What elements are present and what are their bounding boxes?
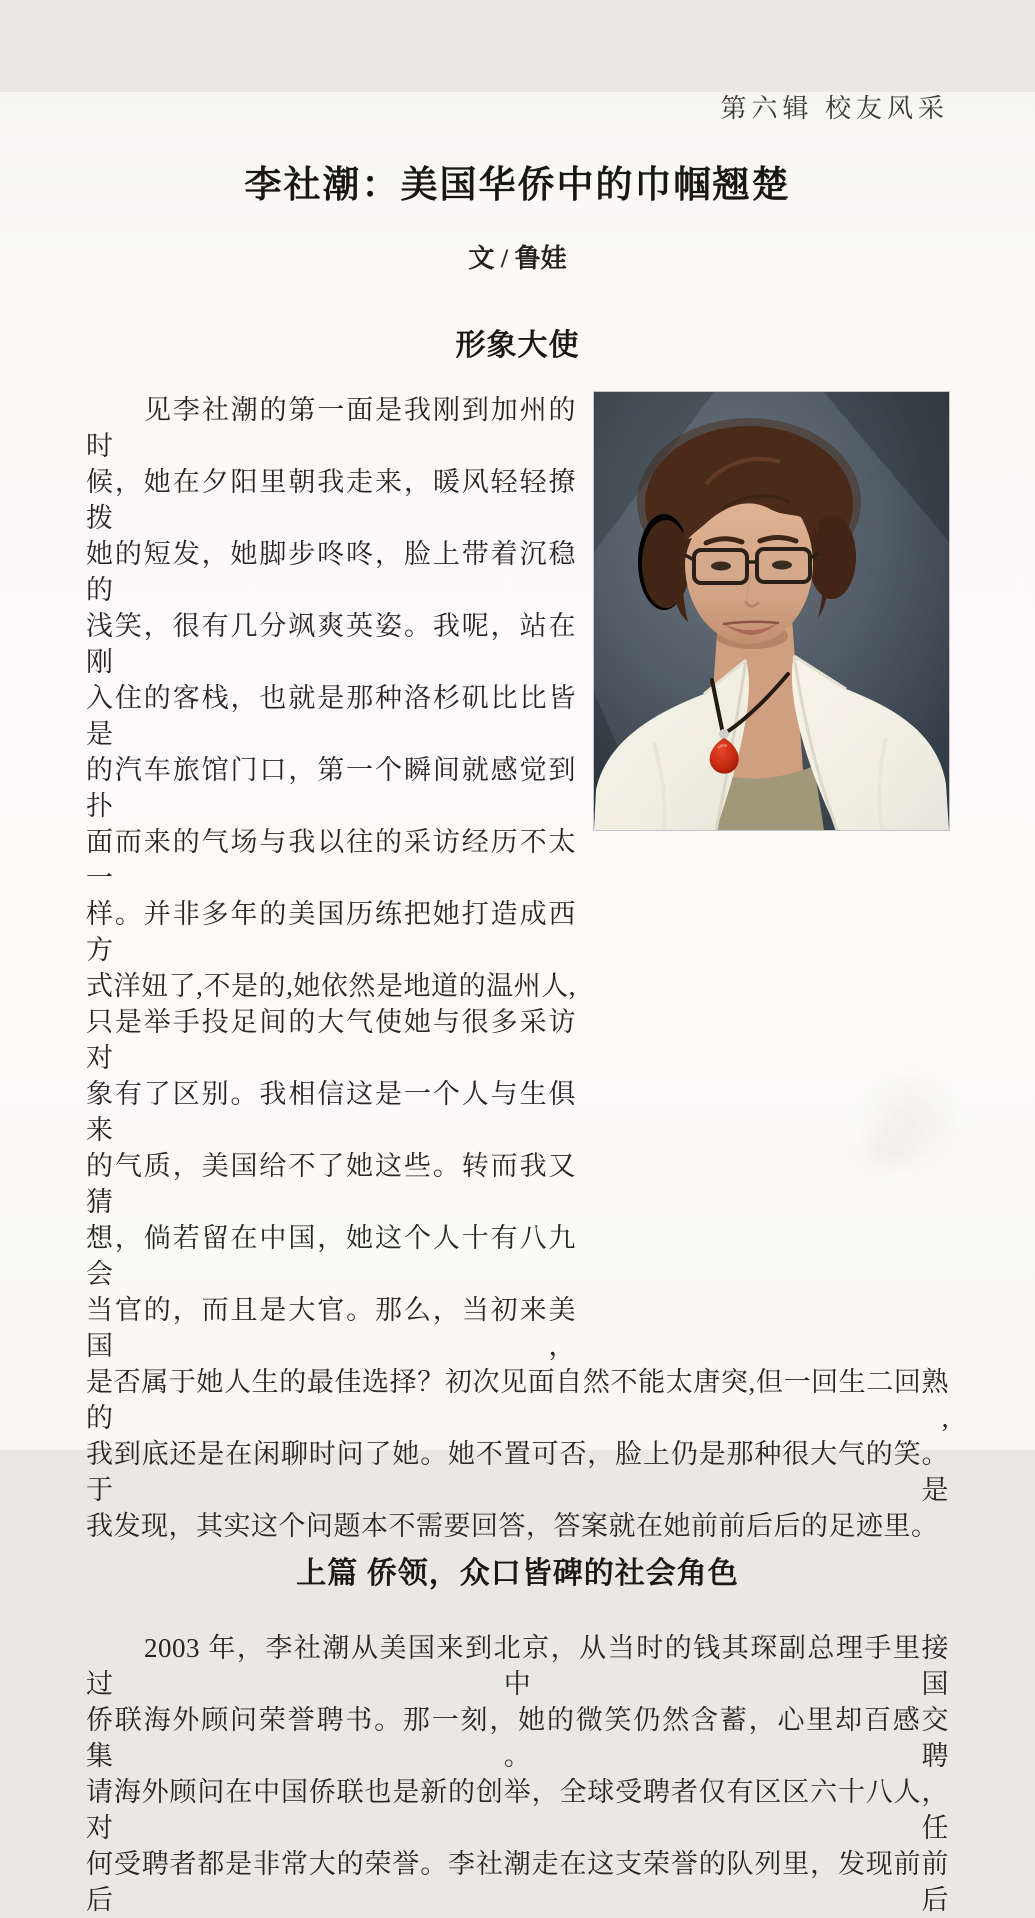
text-line: 想，倘若留在中国，她这个人十有八九会: [86, 1223, 576, 1289]
text-line: 当官的，而且是大官。那么，当初来美国，: [86, 1295, 576, 1361]
text-line: 的气质，美国给不了她这些。转而我又猜: [86, 1151, 576, 1217]
text-line: 候，她在夕阳里朝我走来，暖风轻轻撩拨: [86, 467, 576, 533]
text-line: 面而来的气场与我以往的采访经历不太一: [86, 827, 576, 893]
text-line: 侨联海外顾问荣誉聘书。那一刻，她的微笑仍然含蓄，心里却百感交集。聘: [86, 1705, 949, 1771]
article-title: 李社潮：美国华侨中的巾帼翘楚: [244, 165, 791, 206]
text-line: 她的短发，她脚步咚咚，脸上带着沉稳的: [86, 539, 576, 605]
text-line: 只是举手投足间的大气使她与很多采访对: [86, 1007, 576, 1073]
portrait-photo: [594, 392, 949, 830]
text-line: 见李社潮的第一面是我刚到加州的时: [86, 395, 576, 461]
text-line: 的汽车旅馆门口，第一个瞬间就感觉到扑: [86, 755, 576, 821]
section2-heading: 上篇 侨领，众口皆碑的社会角色: [296, 1557, 739, 1590]
text-line: 式洋妞了,不是的,她依然是地道的温州人,: [86, 971, 576, 1001]
paragraph-column: [86, 392, 576, 1364]
pendant-bail: [719, 729, 729, 739]
portrait-illustration: [594, 392, 949, 830]
text-line: 我发现，其实这个问题本不需要回答，答案就在她前前后后的足迹里。: [86, 1511, 939, 1541]
text-line: 我到底还是在闲聊时问了她。她不置可否，脸上仍是那种很大气的笑。于是: [86, 1439, 949, 1505]
text-line: 入住的客栈，也就是那种洛杉矶比比皆是: [86, 683, 576, 749]
page-header: 第六辑 校友风采: [720, 94, 949, 123]
paragraph-fullwidth: [86, 1364, 949, 1544]
text-line: 样。并非多年的美国历练把她打造成西方: [86, 899, 576, 965]
text-line: 是否属于她人生的最佳选择？初次见面自然不能太唐突,但一回生二回熟的,: [86, 1367, 949, 1433]
text-line: 2003 年，李社潮从美国来到北京，从当时的钱其琛副总理手里接过中国: [86, 1633, 949, 1699]
section1-heading: 形象大使: [455, 329, 580, 362]
paragraph-section2: [86, 1630, 949, 1918]
body-with-photo: [86, 392, 949, 1364]
byline: 文 / 鲁娃: [468, 244, 567, 273]
text-line: 象有了区别。我相信这是一个人与生俱来: [86, 1079, 576, 1145]
text-line: 何受聘者都是非常大的荣誉。李社潮走在这支荣誉的队列里，发现前前后后: [86, 1849, 949, 1915]
text-line: 浅笑，很有几分飒爽英姿。我呢，站在刚: [86, 611, 576, 677]
text-line: 请海外顾问在中国侨联也是新的创举，全球受聘者仅有区区六十八人，对任: [86, 1777, 949, 1843]
document-page: [0, 92, 1035, 1915]
